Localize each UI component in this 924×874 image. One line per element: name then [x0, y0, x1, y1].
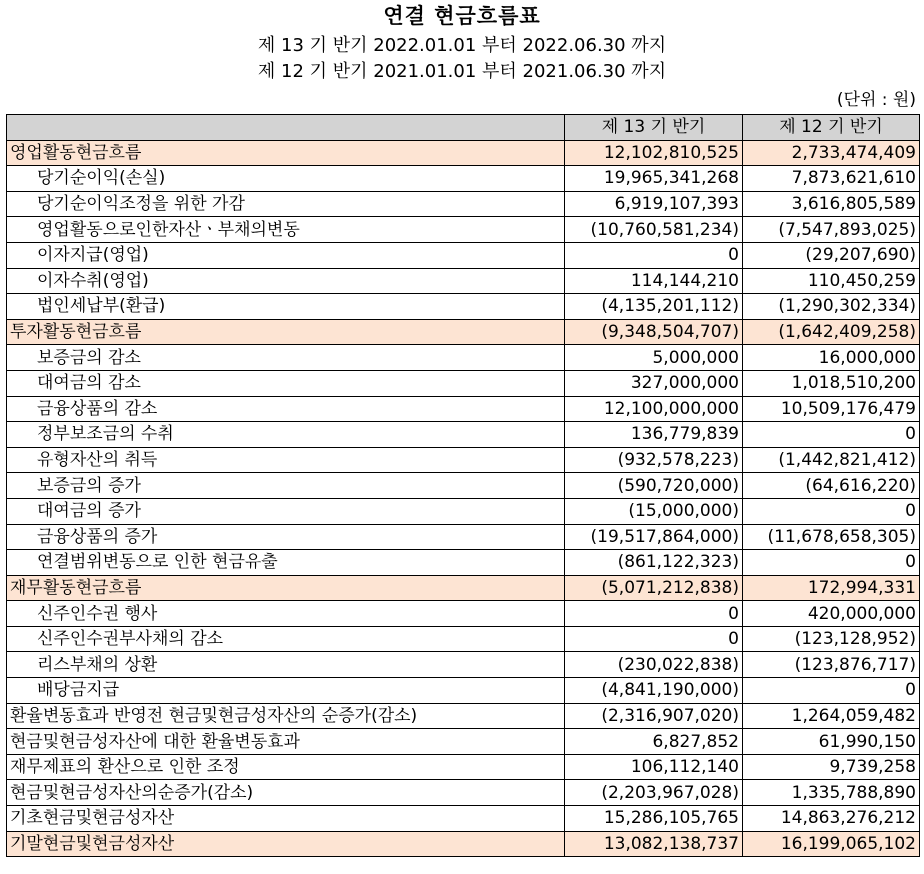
row-label: 영업활동으로인한자산ㆍ부채의변동	[7, 217, 565, 243]
row-label: 기말현금및현금성자산	[7, 831, 565, 857]
row-label: 현금및현금성자산의순증가(감소)	[7, 780, 565, 806]
row-label: 정부보조금의 수취	[7, 422, 565, 448]
row-label: 현금및현금성자산에 대한 환율변동효과	[7, 729, 565, 755]
row-value-prior: 0	[743, 678, 920, 704]
row-value-current: (861,122,323)	[565, 550, 743, 576]
row-value-current: 12,100,000,000	[565, 396, 743, 422]
table-row	[7, 524, 920, 550]
table-row	[7, 447, 920, 473]
header-label	[7, 115, 565, 141]
row-value-current: 19,965,341,268	[565, 166, 743, 192]
row-value-current: (2,203,967,028)	[565, 780, 743, 806]
row-value-prior: 10,509,176,479	[743, 396, 920, 422]
row-label: 신주인수권부사채의 감소	[7, 626, 565, 652]
table-row	[7, 396, 920, 422]
table-row	[7, 729, 920, 755]
row-value-current: 0	[565, 242, 743, 268]
header-current-period: 제 13 기 반기	[565, 115, 743, 141]
row-value-current: 13,082,138,737	[565, 831, 743, 857]
row-value-prior: 172,994,331	[743, 575, 920, 601]
table-row	[7, 550, 920, 576]
table-header-row	[7, 115, 920, 141]
table-row	[7, 294, 920, 320]
period-current: 제 13 기 반기 2022.01.01 부터 2022.06.30 까지	[257, 35, 667, 56]
table-row	[7, 422, 920, 448]
row-value-current: 5,000,000	[565, 345, 743, 371]
row-value-current: (15,000,000)	[565, 498, 743, 524]
table-row	[7, 703, 920, 729]
table-row	[7, 754, 920, 780]
row-value-current: (10,760,581,234)	[565, 217, 743, 243]
row-value-current: (9,348,504,707)	[565, 319, 743, 345]
row-value-prior: 7,873,621,610	[743, 166, 920, 192]
row-label: 이자수취(영업)	[7, 268, 565, 294]
cash-flow-table	[6, 114, 920, 857]
row-label: 환율변동효과 반영전 현금및현금성자산의 순증가(감소)	[7, 703, 565, 729]
row-value-current: (230,022,838)	[565, 652, 743, 678]
row-label: 보증금의 감소	[7, 345, 565, 371]
row-value-prior: (7,547,893,025)	[743, 217, 920, 243]
row-value-current: (4,841,190,000)	[565, 678, 743, 704]
row-label: 금융상품의 증가	[7, 524, 565, 550]
row-value-current: 327,000,000	[565, 370, 743, 396]
row-value-prior: 16,199,065,102	[743, 831, 920, 857]
period-prior: 제 12 기 반기 2021.01.01 부터 2021.06.30 까지	[257, 61, 667, 82]
table-row	[7, 601, 920, 627]
row-value-prior: 1,335,788,890	[743, 780, 920, 806]
row-value-prior: (11,678,658,305)	[743, 524, 920, 550]
row-label: 신주인수권 행사	[7, 601, 565, 627]
table-row	[7, 831, 920, 857]
row-value-prior: 0	[743, 550, 920, 576]
header-prior-period: 제 12 기 반기	[743, 115, 920, 141]
table-row	[7, 575, 920, 601]
table-row	[7, 140, 920, 166]
row-label: 재무제표의 환산으로 인한 조정	[7, 754, 565, 780]
row-label: 유형자산의 취득	[7, 447, 565, 473]
row-label: 법인세납부(환급)	[7, 294, 565, 320]
row-value-current: 6,827,852	[565, 729, 743, 755]
row-value-prior: 420,000,000	[743, 601, 920, 627]
row-label: 연결범위변동으로 인한 현금유출	[7, 550, 565, 576]
row-value-prior: 0	[743, 422, 920, 448]
row-value-current: 136,779,839	[565, 422, 743, 448]
row-value-prior: (64,616,220)	[743, 473, 920, 499]
row-value-current: 114,144,210	[565, 268, 743, 294]
row-value-prior: 9,739,258	[743, 754, 920, 780]
row-value-prior: 3,616,805,589	[743, 191, 920, 217]
row-label: 이자지급(영업)	[7, 242, 565, 268]
table-row	[7, 498, 920, 524]
table-row	[7, 806, 920, 832]
row-value-prior: (29,207,690)	[743, 242, 920, 268]
row-label: 배당금지급	[7, 678, 565, 704]
row-label: 당기순이익조정을 위한 가감	[7, 191, 565, 217]
row-value-prior: (1,290,302,334)	[743, 294, 920, 320]
row-value-current: 0	[565, 601, 743, 627]
row-value-current: (4,135,201,112)	[565, 294, 743, 320]
row-value-current: 106,112,140	[565, 754, 743, 780]
row-value-prior: (123,128,952)	[743, 626, 920, 652]
row-value-current: (932,578,223)	[565, 447, 743, 473]
row-label: 대여금의 증가	[7, 498, 565, 524]
table-row	[7, 319, 920, 345]
table-row	[7, 217, 920, 243]
row-value-current: 15,286,105,765	[565, 806, 743, 832]
row-value-prior: 16,000,000	[743, 345, 920, 371]
row-value-prior: 61,990,150	[743, 729, 920, 755]
row-value-prior: 14,863,276,212	[743, 806, 920, 832]
table-row	[7, 370, 920, 396]
table-row	[7, 626, 920, 652]
table-row	[7, 166, 920, 192]
row-label: 영업활동현금흐름	[7, 140, 565, 166]
table-row	[7, 242, 920, 268]
row-value-current: (5,071,212,838)	[565, 575, 743, 601]
row-label: 리스부채의 상환	[7, 652, 565, 678]
row-value-prior: (123,876,717)	[743, 652, 920, 678]
table-row	[7, 191, 920, 217]
row-value-prior: 1,018,510,200	[743, 370, 920, 396]
row-value-prior: (1,442,821,412)	[743, 447, 920, 473]
row-value-prior: 110,450,259	[743, 268, 920, 294]
row-label: 당기순이익(손실)	[7, 166, 565, 192]
row-label: 대여금의 감소	[7, 370, 565, 396]
row-value-prior: (1,642,409,258)	[743, 319, 920, 345]
table-row	[7, 678, 920, 704]
row-label: 보증금의 증가	[7, 473, 565, 499]
row-value-current: 12,102,810,525	[565, 140, 743, 166]
table-row	[7, 473, 920, 499]
table-row	[7, 345, 920, 371]
row-value-prior: 2,733,474,409	[743, 140, 920, 166]
row-value-prior: 0	[743, 498, 920, 524]
row-value-current: (19,517,864,000)	[565, 524, 743, 550]
row-label: 기초현금및현금성자산	[7, 806, 565, 832]
row-value-current: 0	[565, 626, 743, 652]
unit-label: (단위 : 원)	[836, 90, 916, 110]
table-row	[7, 268, 920, 294]
row-value-current: (590,720,000)	[565, 473, 743, 499]
table-row	[7, 652, 920, 678]
row-label: 재무활동현금흐름	[7, 575, 565, 601]
table-body	[7, 140, 920, 857]
row-value-prior: 1,264,059,482	[743, 703, 920, 729]
document-title: 연결 현금흐름표	[383, 4, 541, 28]
row-label: 금융상품의 감소	[7, 396, 565, 422]
table-row	[7, 780, 920, 806]
row-value-current: (2,316,907,020)	[565, 703, 743, 729]
row-value-current: 6,919,107,393	[565, 191, 743, 217]
row-label: 투자활동현금흐름	[7, 319, 565, 345]
